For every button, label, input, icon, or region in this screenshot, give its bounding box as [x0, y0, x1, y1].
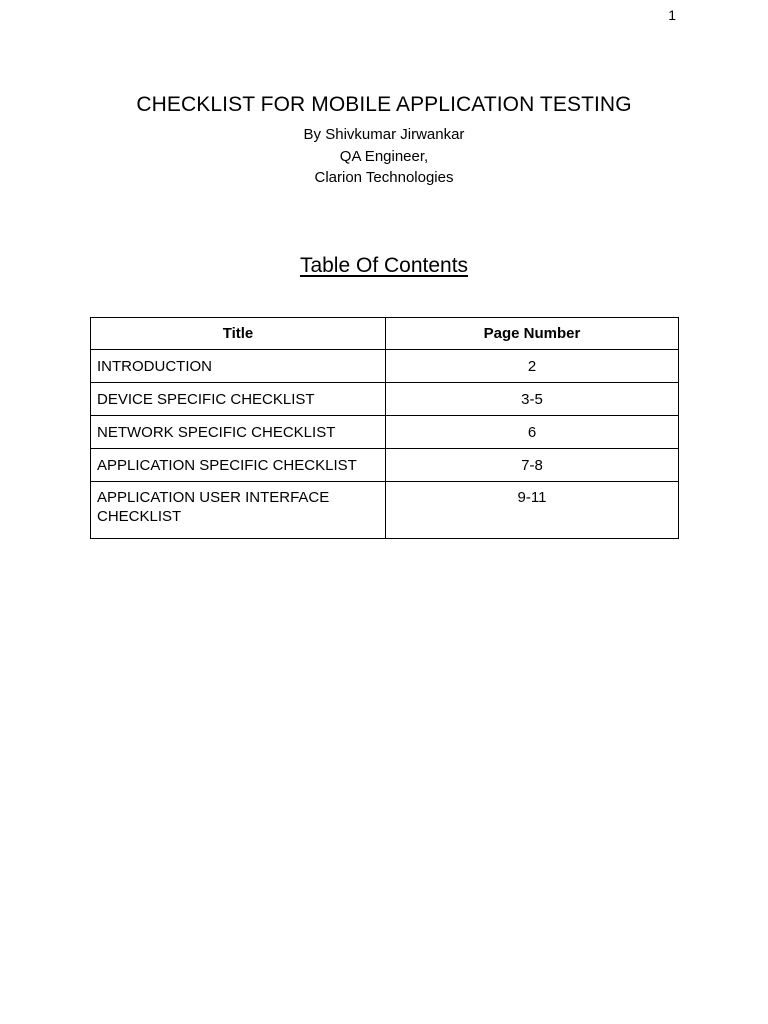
toc-row: [91, 482, 679, 539]
toc-row-title: DEVICE SPECIFIC CHECKLIST: [91, 383, 386, 416]
author-company: Clarion Technologies: [314, 169, 454, 186]
toc-row-title: INTRODUCTION: [91, 350, 386, 383]
toc-header-page: Page Number: [386, 318, 679, 350]
toc-table: [90, 317, 679, 539]
toc-row-page: 9-11: [386, 482, 679, 539]
toc-row: [91, 416, 679, 449]
toc-header-row: [91, 318, 679, 350]
document-title: CHECKLIST FOR MOBILE APPLICATION TESTING: [136, 93, 632, 116]
toc-row: [91, 383, 679, 416]
page-number: 1: [668, 7, 676, 23]
author-role: QA Engineer,: [339, 147, 429, 165]
toc-row-page: 2: [386, 350, 679, 383]
toc-row-page: 6: [386, 416, 679, 449]
toc-row-title: APPLICATION USER INTERFACE CHECKLIST: [91, 482, 386, 539]
toc-header-title: Title: [91, 318, 386, 350]
author-name: By Shivkumar Jirwankar: [303, 126, 465, 143]
toc-row-page: 3-5: [386, 383, 679, 416]
toc-heading: Table Of Contents: [299, 254, 469, 277]
toc-row-page: 7-8: [386, 449, 679, 482]
toc-row-title: APPLICATION SPECIFIC CHECKLIST: [91, 449, 386, 482]
byline: [0, 124, 768, 189]
toc-row: [91, 350, 679, 383]
toc-row-title: NETWORK SPECIFIC CHECKLIST: [91, 416, 386, 449]
toc-row: [91, 449, 679, 482]
